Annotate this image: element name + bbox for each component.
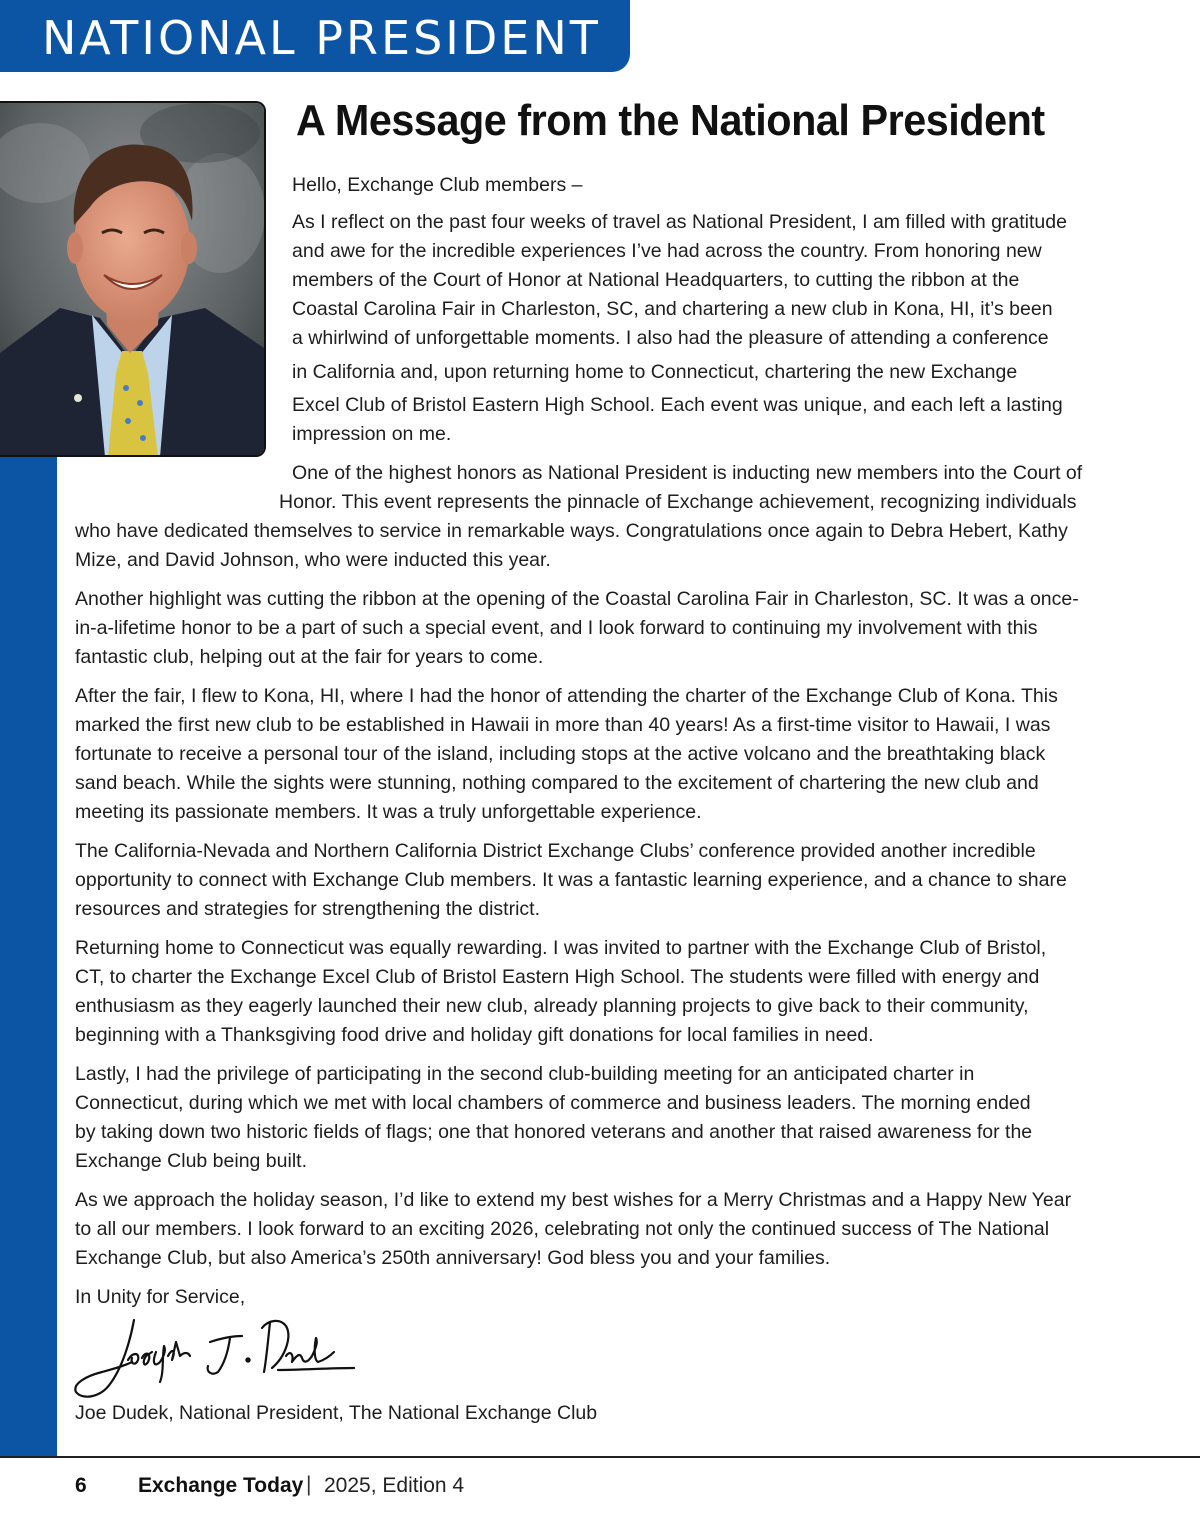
body-line: Honor. This event represents the pinnacle of Exchange achievement, recognizing individuals <box>279 491 1077 513</box>
footer-rule <box>0 1456 1200 1458</box>
body-line: members of the Court of Honor at National Headquarters, to cutting the ribbon at the <box>292 269 1020 291</box>
section-tab: NATIONAL PRESIDENT <box>0 0 630 72</box>
body-line: Mize, and David Johnson, who were inducted this year. <box>75 549 551 571</box>
body-line: to all our members. I look forward to an exciting 2026, celebrating not only the continued success of The National <box>75 1218 1050 1240</box>
sign-off-name: Joe Dudek, National President, The National Exchange Club <box>75 1402 598 1424</box>
body-line: Another highlight was cutting the ribbon at the opening of the Coastal Carolina Fair in Charleston, SC. It was a once- <box>75 588 1079 610</box>
body-line: As I reflect on the past four weeks of travel as National President, I am filled with gratitude <box>292 211 1067 233</box>
body-line: sand beach. While the sights were stunning, nothing compared to the excitement of chartering the new club and <box>75 772 1039 794</box>
body-line: Returning home to Connecticut was equally rewarding. I was invited to partner with the Exchange Club of Bristol, <box>75 937 1047 959</box>
body-line: Exchange Club, but also America’s 250th anniversary! God bless you and your families. <box>75 1247 831 1269</box>
body-line: resources and strategies for strengthening the district. <box>75 898 540 920</box>
body-line: enthusiasm as they eagerly launched their new club, already planning projects to give back to their community, <box>75 995 1029 1017</box>
signature <box>72 1312 362 1404</box>
body-line: Coastal Carolina Fair in Charleston, SC, and chartering a new club in Kona, HI, it’s been <box>292 298 1053 320</box>
body-line: fortunate to receive a personal tour of the island, including stops at the active volcano and the breathtaking black <box>75 743 1046 765</box>
greeting: Hello, Exchange Club members – <box>292 174 583 196</box>
body-line: and awe for the incredible experiences I’ve had across the country. From honoring new <box>292 240 1042 262</box>
body-line: As we approach the holiday season, I’d like to extend my best wishes for a Merry Christmas and a Happy New Year <box>75 1189 1072 1211</box>
body-line: Connecticut, during which we met with local chambers of commerce and business leaders. The morning ended <box>75 1092 1031 1114</box>
body-line: impression on me. <box>292 423 452 445</box>
body-line: CT, to charter the Exchange Excel Club of Bristol Eastern High School. The students were filled with energy and <box>75 966 1040 988</box>
body-line: in California and, upon returning home to Connecticut, chartering the new Exchange <box>292 361 1018 383</box>
body-line: The California-Nevada and Northern California District Exchange Clubs’ conference provided another incredible <box>75 840 1036 862</box>
body-line: opportunity to connect with Exchange Club members. It was a fantastic learning experience, and a chance to share <box>75 869 1067 891</box>
body-line: beginning with a Thanksgiving food drive and holiday gift donations for local families in need. <box>75 1024 874 1046</box>
publication-name: Exchange Today <box>138 1474 304 1497</box>
page-number: 6 <box>75 1474 87 1497</box>
body-line: After the fair, I flew to Kona, HI, where I had the honor of attending the charter of the Exchange Club of Kona. This <box>75 685 1058 707</box>
body-line: Exchange Club being built. <box>75 1150 307 1172</box>
body-line: meeting its passionate members. It was a truly unforgettable experience. <box>75 801 702 823</box>
side-accent-bar <box>0 455 57 1457</box>
article-title: A Message from the National President <box>296 96 1045 145</box>
president-portrait <box>0 101 266 457</box>
body-line: Lastly, I had the privilege of participating in the second club-building meeting for an anticipated charter in <box>75 1063 975 1085</box>
body-line: a whirlwind of unforgettable moments. I also had the pleasure of attending a conference <box>292 327 1049 349</box>
body-line: fantastic club, helping out at the fair for years to come. <box>75 646 544 668</box>
body-line: by taking down two historic fields of flags; one that honored veterans and another that raised awareness for the <box>75 1121 1033 1143</box>
footer-separator: | <box>306 1473 312 1496</box>
edition-label: 2025, Edition 4 <box>324 1474 465 1497</box>
closing-line: In Unity for Service, <box>75 1286 246 1308</box>
body-line: in-a-lifetime honor to be a part of such a special event, and I look forward to continuing my involvement with this <box>75 617 1038 639</box>
body-line: who have dedicated themselves to service in remarkable ways. Congratulations once again to Debra Hebert, Kathy <box>75 520 1068 542</box>
body-line: Excel Club of Bristol Eastern High School. Each event was unique, and each left a lasting <box>292 394 1063 416</box>
body-line: marked the first new club to be established in Hawaii in more than 40 years! As a first-time visitor to Hawaii, I was <box>75 714 1051 736</box>
body-line: One of the highest honors as National President is inducting new members into the Court of <box>292 462 1083 484</box>
